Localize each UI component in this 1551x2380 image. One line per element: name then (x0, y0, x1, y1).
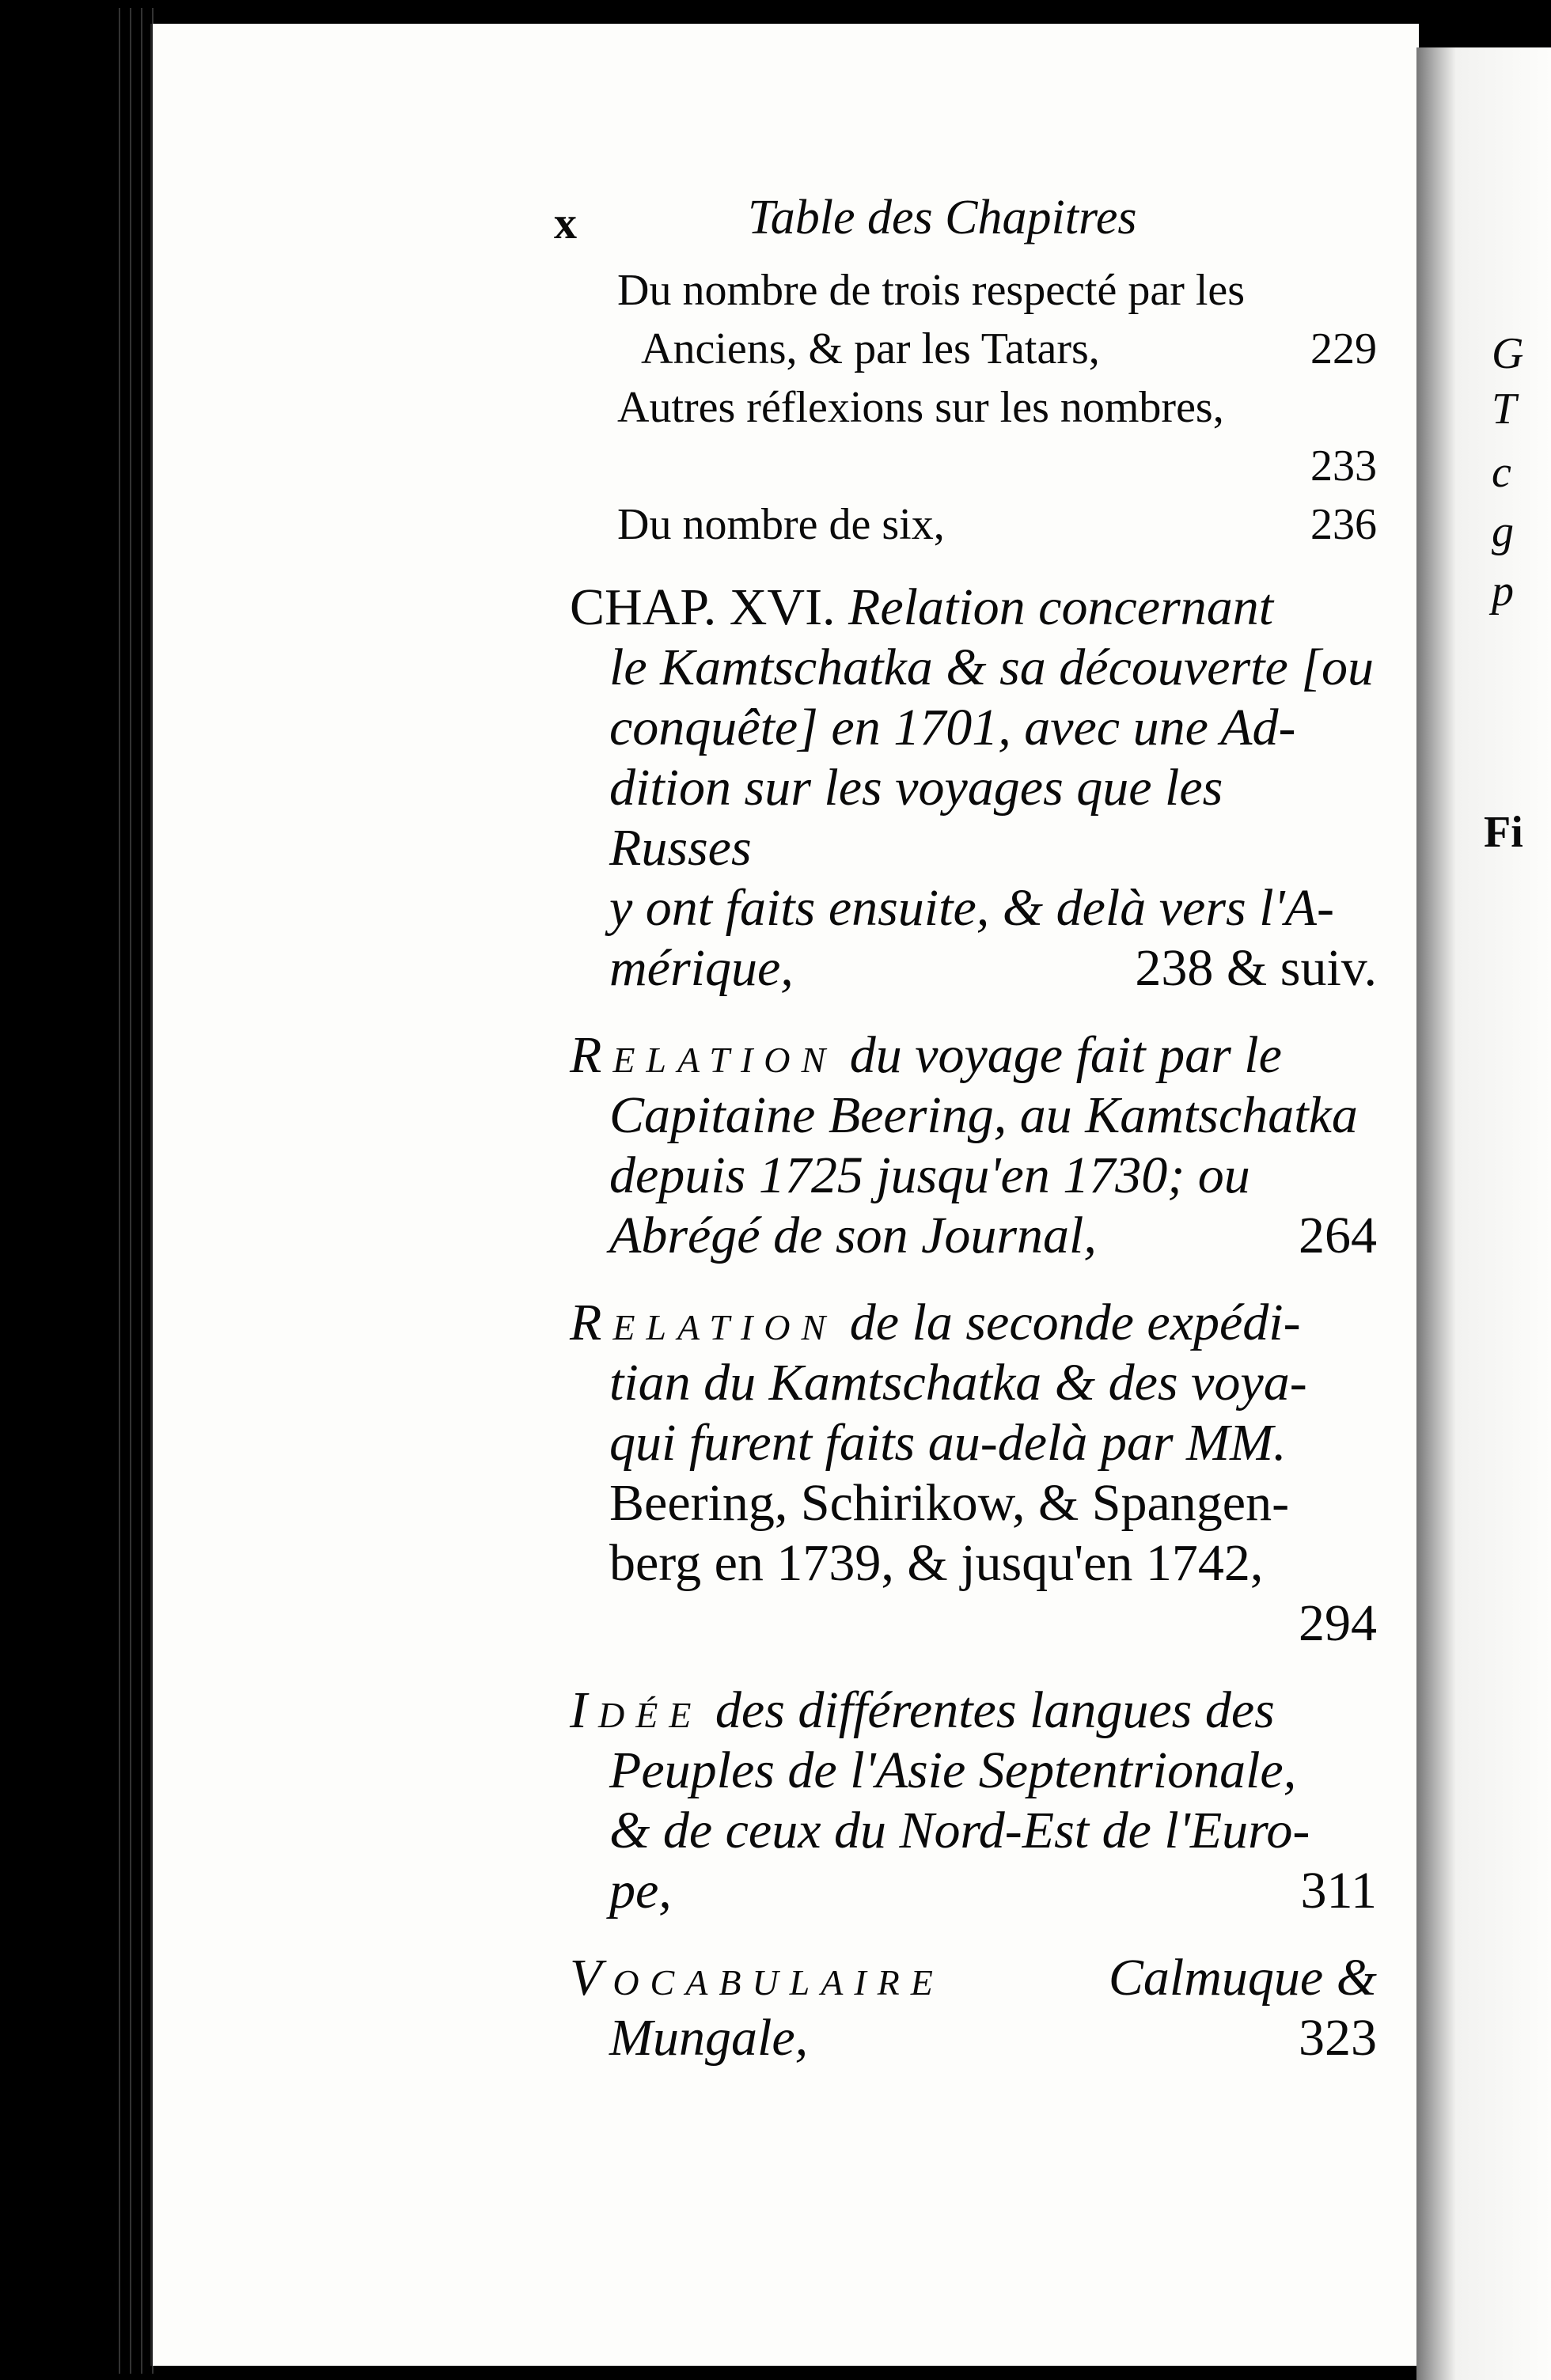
facing-page-char: G (1492, 329, 1524, 378)
entry-text: Calmuque & (1108, 1949, 1377, 2007)
entry-text: & de ceux du Nord-Est de l'Euro- (609, 1802, 1310, 1859)
page-number: 294 (1299, 1594, 1377, 1652)
entry-text: tian du Kamtschatka & des voya- (609, 1354, 1307, 1412)
facing-page-char: p (1492, 567, 1514, 616)
facing-page-edge (1416, 47, 1551, 2380)
facing-page-char: c (1492, 448, 1511, 497)
facing-page-char: Fi (1484, 808, 1523, 857)
entry-text: qui furent faits au-delà par MM. (609, 1414, 1287, 1472)
entry-text: Abrégé de son Journal, (609, 1207, 1097, 1264)
page-number: 229 (1310, 324, 1377, 373)
entry-lead: Relation (570, 1294, 837, 1351)
entry-lead: Relation (570, 1026, 837, 1084)
entry-lead: Idée (570, 1681, 703, 1739)
entry-text: dition sur les voyages que les Russes (609, 759, 1223, 877)
idee-entry (570, 1681, 1377, 1921)
entry-text: Peuples de l'Asie Septentrionale, (609, 1741, 1297, 1799)
entry-text: Du nombre de six, (617, 500, 945, 549)
page-number: 236 (1310, 500, 1377, 549)
facing-page-char: T (1492, 385, 1517, 434)
entry-text: pe, (609, 1862, 672, 1920)
page-mark: x (554, 197, 577, 248)
entry-lead: Vocabulaire (570, 1949, 944, 2007)
entry-text: de la seconde expédi- (849, 1294, 1301, 1351)
entry-text: Relation concernant (848, 578, 1274, 636)
entry-text: y ont faits ensuite, & delà vers l'A- (609, 879, 1334, 937)
toc-content (554, 190, 1377, 2068)
entry-text: Anciens, & par les Tatars, (641, 324, 1100, 373)
page-number: 233 (1310, 442, 1377, 491)
entry-text: conquête] en 1701, avec une Ad- (609, 699, 1296, 756)
chapter-entry (570, 578, 1377, 999)
toc-entry (570, 378, 1377, 495)
page-number: 323 (1299, 2009, 1377, 2067)
page-number: 264 (1299, 1207, 1377, 1264)
entry-text: le Kamtschatka & sa découverte [ou (609, 639, 1374, 696)
entry-text: Autres réflexions sur les nombres, (617, 383, 1224, 432)
relation-entry (570, 1293, 1377, 1654)
entry-text: depuis 1725 jusqu'en 1730; ou (609, 1146, 1250, 1204)
running-header (554, 190, 1377, 261)
entry-text: berg en 1739, & jusqu'en 1742, (609, 1534, 1264, 1592)
entry-text: du voyage fait par le (849, 1026, 1282, 1084)
page-number: 238 & suiv. (1135, 939, 1377, 997)
entry-text: des différentes langues des (715, 1681, 1275, 1739)
relation-entry (570, 1025, 1377, 1266)
entry-text: Mungale, (609, 2009, 809, 2067)
chapter-label: CHAP. XVI. (570, 578, 836, 636)
entry-text: Du nombre de trois respecté par les (617, 266, 1246, 315)
entry-text: Beering, Schirikow, & Spangen- (609, 1474, 1290, 1532)
page-title: Table des Chapitres (748, 191, 1137, 244)
toc-entry (570, 495, 1377, 554)
entry-text: mérique, (609, 939, 794, 997)
entry-text: Capitaine Beering, au Kamtschatka (609, 1086, 1358, 1144)
page-number: 311 (1300, 1862, 1377, 1920)
toc-entry (570, 261, 1377, 378)
vocabulary-entry (570, 1948, 1377, 2068)
facing-page-char: g (1492, 507, 1514, 556)
